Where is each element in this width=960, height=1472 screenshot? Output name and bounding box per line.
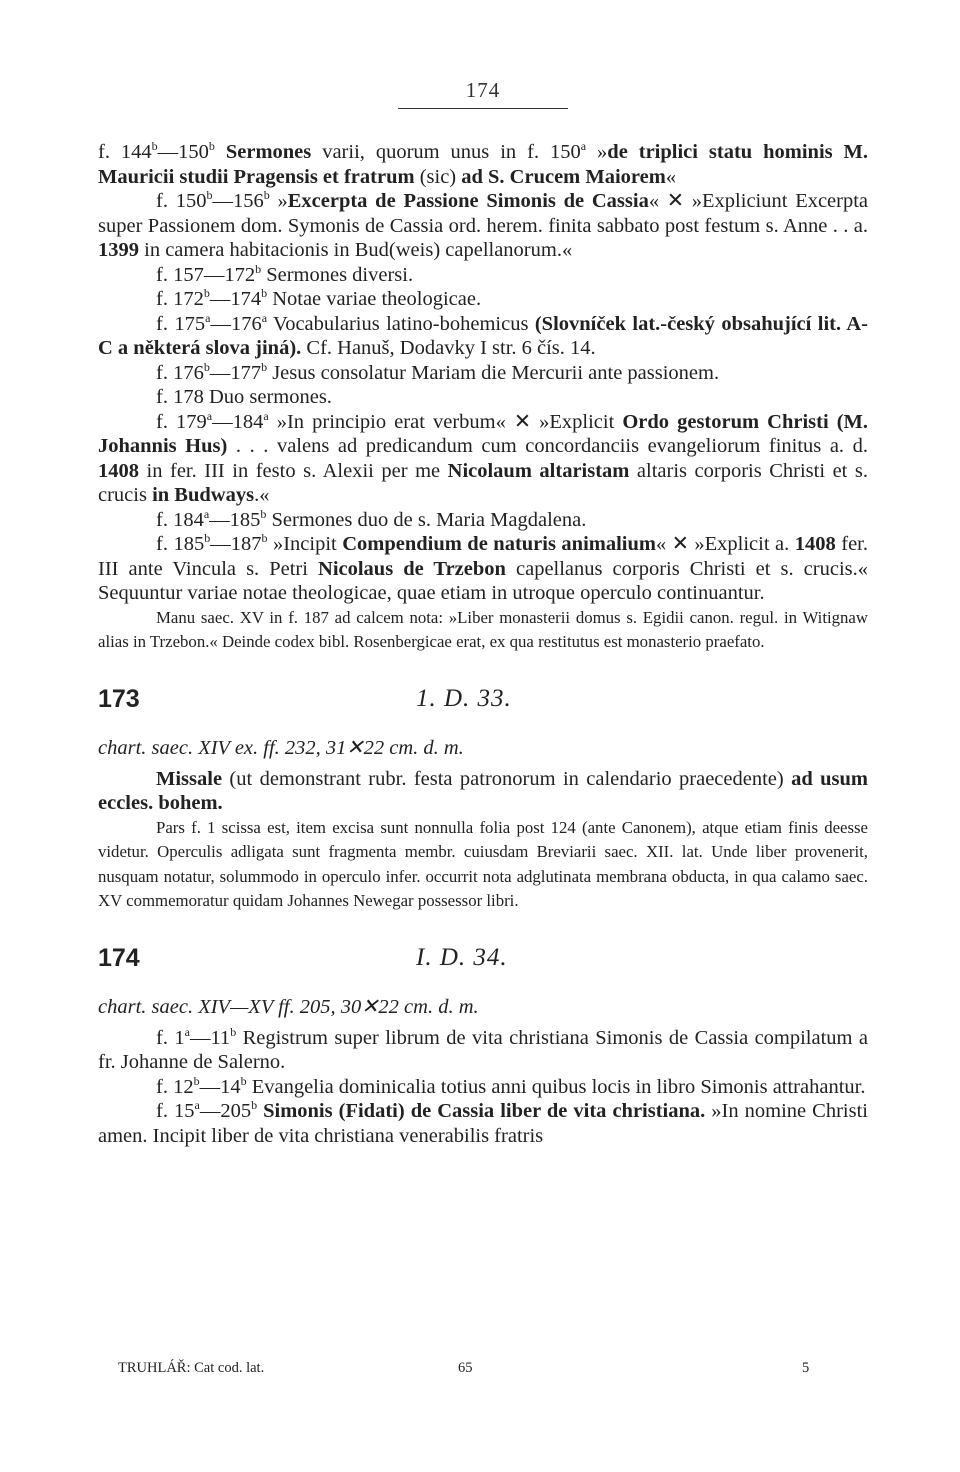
record-title xyxy=(98,767,868,816)
record-number: 174 xyxy=(98,943,140,972)
record-entries xyxy=(98,1026,868,1149)
folio-range: —172 xyxy=(203,263,256,286)
bold-text: 1399 xyxy=(98,239,139,261)
text: .« xyxy=(254,484,270,506)
bold-text: de triplici statu hominis M. Mauricii studii Pragensis et fratrum xyxy=(98,141,869,188)
text: Cf. Hanuš, Dodavky I str. 6 čís. 14. xyxy=(301,337,596,359)
folio-ref: f. 150 xyxy=(156,190,207,212)
folio-side: b xyxy=(208,139,215,154)
record-note: Pars f. 1 scissa est, item excisa sunt nonnulla folia post 124 (ante Canonem), atque etiam finis deesse videtur. Operculis adligata sunt fragmenta membr. cuiusdam Breviarii saec. XII. lat. Unde liber provenerit, nusquam notatur, solummodo in operculo infer. occurrit nota adglutinata membrana obducta, in qua calamo saec. XV commemoratur quidam Johannes Newegar possessor libri. xyxy=(98,817,868,910)
catalog-entry xyxy=(98,1075,868,1100)
folio-ref: f. 175 xyxy=(156,312,206,335)
text: » xyxy=(586,141,608,163)
note-previous-record: Manu saec. XV in f. 187 ad calcem nota: »Liber monasterii domus s. Egidii canon. regul. in Witignaw alias in Trzebon.« Deinde codex bibl. Rosenbergicae erat, ex qua restitutus est monasterio praefato. xyxy=(98,607,868,651)
text: in camera habitacionis in Bud(weis) capellanorum.« xyxy=(139,239,573,261)
bold-text: Nicolaus de Trzebon xyxy=(318,557,506,580)
text: Duo sermones. xyxy=(203,386,332,408)
folio-ref: f. 15 xyxy=(156,1100,195,1122)
bold-text: Missale xyxy=(156,767,223,790)
folio-range: —14 xyxy=(199,1075,241,1098)
folio-ref: f. 1 xyxy=(156,1026,185,1049)
bold-text: Compendium de naturis animalium xyxy=(342,533,656,555)
catalog-body xyxy=(98,140,868,1148)
folio-side: b xyxy=(193,1073,200,1088)
bold-text: ad S. Crucem Maiorem xyxy=(461,165,666,188)
text: « xyxy=(665,165,677,188)
bold-text: (Slovníček lat.-český obsahující lit. A-C a některá slova jiná). xyxy=(98,312,868,359)
folio-side: b xyxy=(204,531,211,546)
record-description: chart. saec. XIV ex. ff. 232, 31✕22 cm. d. m. xyxy=(98,736,464,759)
bold-text: ad usum eccles. bohem. xyxy=(98,767,868,814)
catalog-entry xyxy=(98,1099,868,1148)
text: Notae variae theologicae. xyxy=(267,288,482,310)
folio-side: a xyxy=(263,408,269,423)
folio-side: b xyxy=(203,359,210,374)
folio-range: —187 xyxy=(210,533,262,555)
catalog-entry xyxy=(98,287,868,312)
folio-side: b xyxy=(206,188,213,203)
footer-center: 65 xyxy=(458,1360,473,1376)
catalog-entry xyxy=(98,508,868,533)
record-description: chart. saec. XIV—XV ff. 205, 30✕22 cm. d. m. xyxy=(98,995,479,1018)
record-header-173 xyxy=(98,677,868,735)
catalog-entry xyxy=(98,189,868,263)
folio-side: a xyxy=(206,408,213,423)
folio-side: b xyxy=(251,1098,258,1113)
catalog-entry xyxy=(98,140,868,189)
text: fer. III ante Vincula s. Petri xyxy=(98,533,869,580)
folio-side: b xyxy=(261,286,268,301)
text: altaris corporis Christi et s. crucis xyxy=(98,459,868,506)
text: » xyxy=(269,190,288,212)
catalog-entry xyxy=(98,312,868,361)
bold-text: Simonis (Fidati) de Cassia liber de vita christiana. xyxy=(263,1100,706,1122)
folio-range: —184 xyxy=(212,410,264,433)
bold-text: Nicolaum altaristam xyxy=(447,459,630,482)
text xyxy=(215,141,226,163)
catalog-entry xyxy=(98,410,868,508)
catalog-entry xyxy=(98,532,868,606)
text: Vocabularius latino-bohemicus xyxy=(267,312,535,335)
footer-right: 5 xyxy=(802,1360,810,1376)
folio-side: a xyxy=(184,1024,190,1039)
folio-side: b xyxy=(260,506,267,521)
folio-side: b xyxy=(203,286,210,301)
folio-ref: f. 144 xyxy=(98,141,152,163)
text: (ut demonstrant rubr. festa patronorum in calendario praecedente) xyxy=(222,767,792,790)
folio-ref: f. 172 xyxy=(156,288,204,310)
record-header-174 xyxy=(98,936,868,994)
catalog-entry xyxy=(98,361,868,386)
footer-left: TRUHLÁŘ: Cat cod. lat. xyxy=(118,1360,265,1376)
folio-ref: f. 179 xyxy=(156,410,207,433)
folio-side: b xyxy=(151,139,158,154)
folio-range: —185 xyxy=(209,508,261,531)
folio-side: b xyxy=(261,531,268,546)
text: . . . valens ad predicandum cum concordanciis evangeliorum finitus a. d. xyxy=(227,435,868,457)
bold-text: in Budways xyxy=(152,484,255,506)
folio-ref: f. 12 xyxy=(156,1075,194,1098)
text: capellanus corporis Christi et s. crucis.« Sequuntur variae notae theologicae, quae etiam in utroque operculo continuantur. xyxy=(98,557,868,604)
text: varii, quorum unus in f. 150 xyxy=(311,141,581,163)
folio-range: —11 xyxy=(189,1026,231,1049)
folio-ref: f. 185 xyxy=(156,533,205,555)
folio-range: —177 xyxy=(209,361,262,384)
folio-range: —156 xyxy=(212,190,264,212)
text: « ✕ »Expliciunt Excerpta super Passionem dom. Symonis de Cassia ord. herem. finita sabbato post festum s. Anne . . a. xyxy=(98,190,869,237)
folio-range: —150 xyxy=(157,141,209,163)
text: Sermones diversi. xyxy=(261,263,414,286)
text: « ✕ »Explicit a. xyxy=(655,533,795,555)
bold-text: Ordo gestorum Christi (M. Johannis Hus) xyxy=(98,410,868,457)
folio-side: a xyxy=(261,310,268,325)
folio-ref: f. 176 xyxy=(156,361,204,384)
text: in fer. III in festo s. Alexii per me xyxy=(139,459,448,482)
folio-side: a xyxy=(194,1098,200,1113)
folio-side: b xyxy=(261,359,268,374)
folio-sup: a xyxy=(580,139,587,154)
bold-text: 1408 xyxy=(98,459,139,482)
folio-side: b xyxy=(255,261,262,276)
entries-continued xyxy=(98,140,868,606)
folio-side: b xyxy=(230,1024,237,1039)
folio-side: a xyxy=(205,310,211,325)
folio-side: b xyxy=(240,1073,247,1088)
record-signature: 1. D. 33. xyxy=(416,684,512,712)
text: »Incipit xyxy=(267,533,343,555)
header-rule xyxy=(398,108,568,109)
text: Jesus consolatur Mariam die Mercurii ante passionem. xyxy=(267,361,720,384)
text: Sermones duo de s. Maria Magdalena. xyxy=(266,508,587,531)
catalog-entry xyxy=(98,385,868,410)
folio-ref: f. 157 xyxy=(156,263,204,286)
page-number: 174 xyxy=(465,78,501,102)
bold-text: Excerpta de Passione Simonis de Cassia xyxy=(287,190,649,212)
record-signature: I. D. 34. xyxy=(416,943,508,971)
folio-side: b xyxy=(263,188,270,203)
folio-side: a xyxy=(203,506,210,521)
folio-range: —205 xyxy=(199,1100,252,1122)
catalog-entry xyxy=(98,263,868,288)
folio-ref: f. 184 xyxy=(156,508,204,531)
text: »In nomine Christi amen. Incipit liber de vita christiana venerabilis fratris xyxy=(98,1100,868,1147)
text: »In principio erat verbum« ✕ »Explicit xyxy=(268,410,623,433)
record-number: 173 xyxy=(98,684,140,713)
folio-ref: f. 178 xyxy=(156,386,204,408)
text: Evangelia dominicalia totius anni quibus locis in libro Simonis attrahantur. xyxy=(246,1075,866,1098)
bold-text: 1408 xyxy=(794,533,836,555)
text: (sic) xyxy=(414,165,462,188)
text: Registrum super librum de vita christiana Simonis de Cassia compilatum a fr. Johanne de Salerno. xyxy=(98,1026,868,1073)
folio-range: —174 xyxy=(209,288,262,310)
catalog-entry xyxy=(98,1026,868,1075)
bold-text: Sermones xyxy=(225,141,312,163)
folio-range: —176 xyxy=(210,312,262,335)
